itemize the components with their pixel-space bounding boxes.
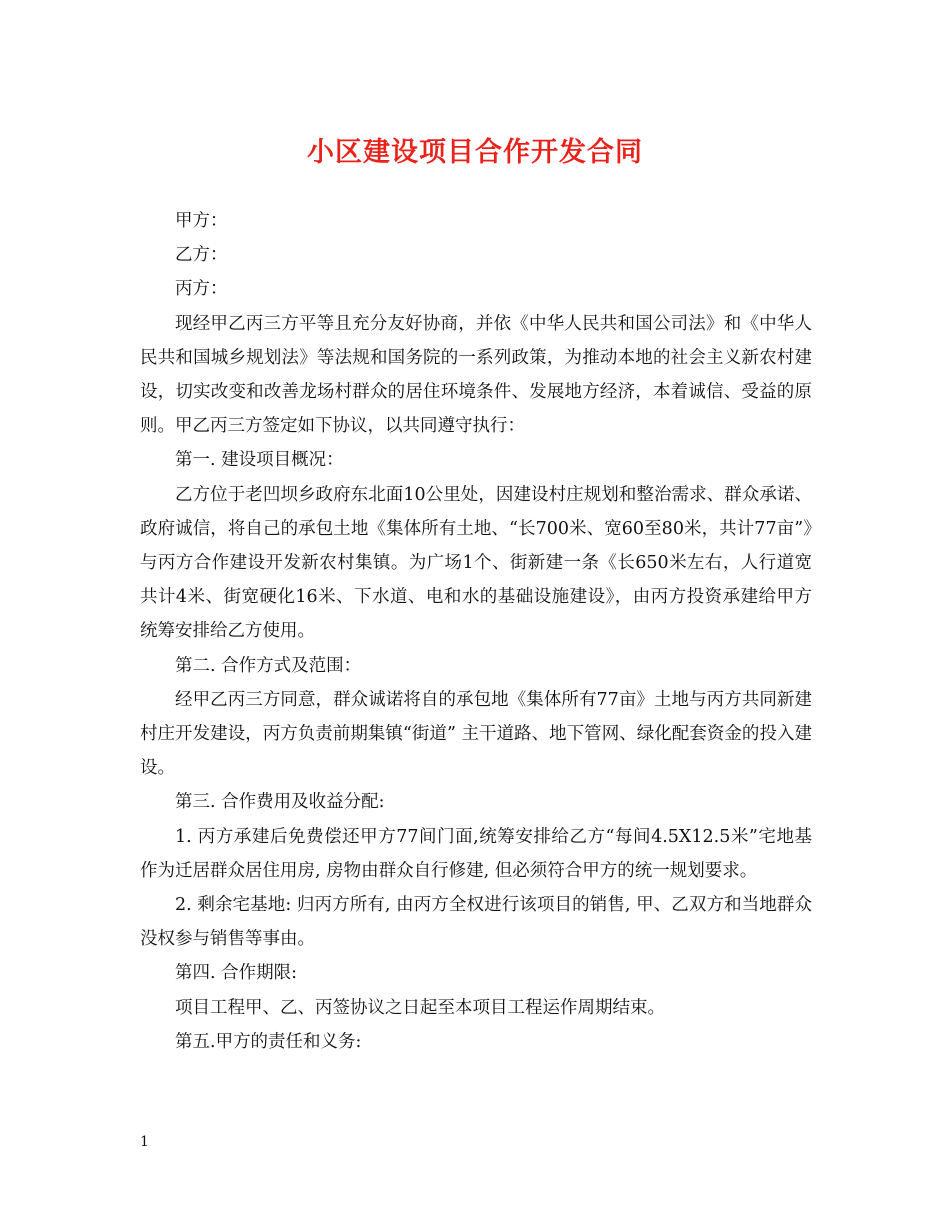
- section-2-paragraph: 经甲乙丙三方同意，群众诚诺将自的承包地《集体所有77亩》土地与丙方共同新建村庄开发建设，丙方负责前期集镇“街道” 主干道路、地下管网、绿化配套资金的投入建设。: [140, 689, 812, 779]
- section-3-item-2: 2. 剩余宅基地: 归丙方所有, 由丙方全权进行该项目的销售, 甲、乙双方和当地群众没权参与销售等事由。: [140, 895, 812, 950]
- section-heading-3: 第三. 合作费用及收益分配:: [175, 792, 385, 813]
- preamble-paragraph: 现经甲乙丙三方平等且充分友好协商，并依《中华人民共和国公司法》和《中华人民共和国城乡规划法》等法规和国务院的一系列政策，为推动本地的社会主义新农村建设，切实改变和改善龙场村群众的居住环境条件、发展地方经济，本着诚信、受益的原则。甲乙丙三方签定如下协议，以共同遵守执行：: [140, 313, 812, 437]
- section-4-paragraph: 项目工程甲、乙、丙签协议之日起至本项目工程运作周期结束。: [175, 997, 665, 1018]
- section-heading-4: 第四. 合作期限:: [175, 963, 298, 984]
- document-body: [140, 204, 812, 1059]
- section-heading-1: 第一. 建设项目概况：: [175, 450, 344, 471]
- section-heading-2: 第二. 合作方式及范围：: [175, 655, 362, 676]
- page-number: 1: [140, 1134, 149, 1150]
- party-a-line: 甲方：: [175, 211, 228, 231]
- section-heading-5: 第五.甲方的责任和义务:: [175, 1031, 362, 1052]
- section-1-paragraph: 乙方位于老凹坝乡政府东北面10公里处，因建设村庄规划和整治需求、群众承诺、政府诚信，将自己的承包土地《集体所有土地、“长700米、宽60至80米，共计77亩”》与丙方合作建设开发新农村集镇。为广场1个、街新建一条《长650米左右，人行道宽共计4米、街宽硬化16米、下水道、电和水的基础设施建设》，由丙方投资承建给甲方统筹安排给乙方使用。: [140, 484, 812, 642]
- section-3-item-1: 1. 丙方承建后免费偿还甲方77间门面,统筹安排给乙方“每间4.5X12.5米”宅地基作为迁居群众居住用房, 房物由群众自行修建, 但必须符合甲方的统一规划要求。: [140, 826, 812, 881]
- document-title: 小区建设项目合作开发合同: [307, 137, 643, 168]
- party-b-line: 乙方：: [175, 245, 228, 266]
- party-c-line: 丙方：: [175, 279, 228, 300]
